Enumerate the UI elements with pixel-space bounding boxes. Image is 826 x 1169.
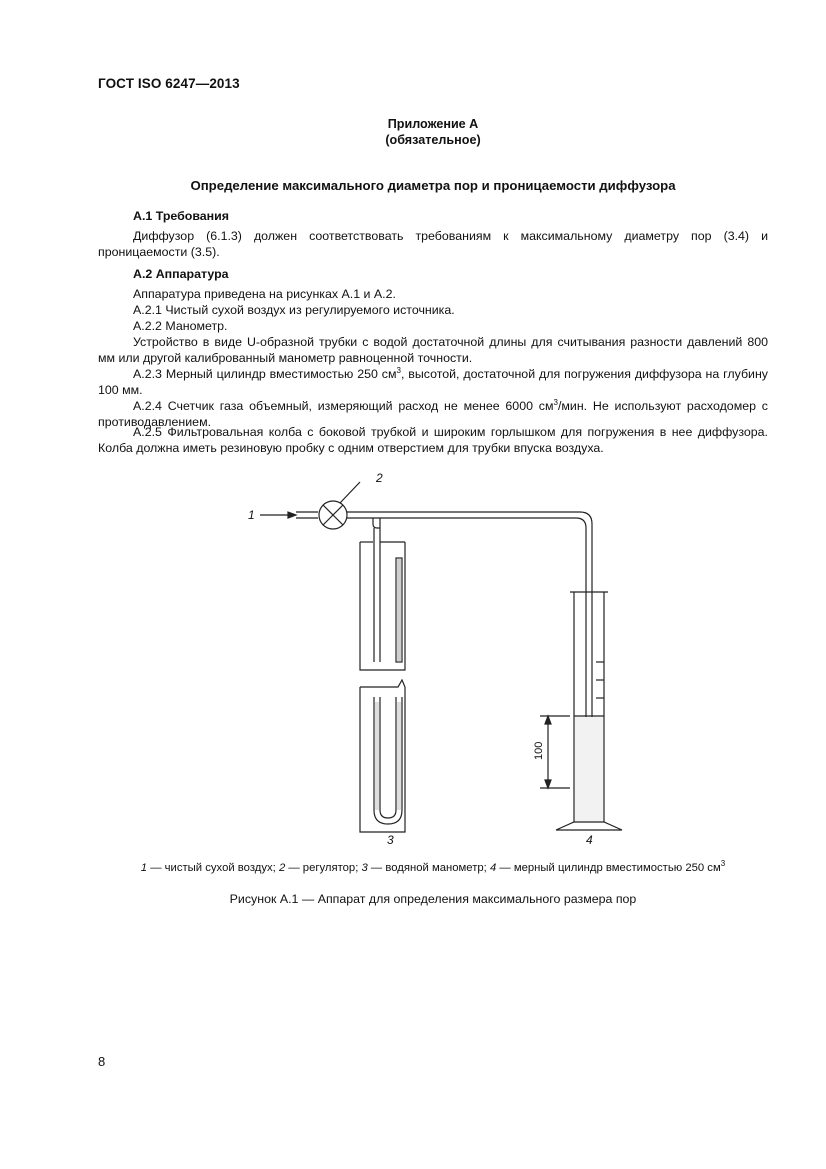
air-inlet-arrow-head: [288, 512, 296, 518]
a22-text: А.2.2 Манометр.: [133, 319, 228, 333]
a2-heading: А.2 Аппаратура: [133, 267, 229, 281]
label-3: 3: [387, 833, 394, 847]
a24-text-start: А.2.4 Счетчик газа объемный, измеряющий расход не менее 6000 см: [133, 399, 554, 413]
figure-legend: [98, 859, 768, 874]
a24-text-end: /мин. Не используют расходомер с противодавлением.: [98, 399, 768, 430]
a22-description: Устройство в виде U-образной трубки с водой достаточной длины для считывания разности давлений 800 мм или другой калиброванный манометр равноценной точности.: [98, 335, 768, 366]
a22-paragraph: [98, 334, 768, 366]
page-number: 8: [98, 1054, 106, 1069]
legend-n3: 3: [361, 862, 368, 874]
a23-text-start: А.2.3 Мерный цилиндр вместимостью 250 см: [133, 367, 397, 381]
figure-apparatus: [230, 462, 650, 857]
legend-n2: 2: [278, 862, 286, 874]
cylinder-base: [556, 822, 622, 830]
tube-bend-outer: [580, 512, 592, 524]
legend-t1: — чистый сухой воздух;: [147, 862, 279, 874]
legend-n1: 1: [140, 862, 148, 874]
a21-text: А.2.1 Чистый сухой воздух из регулируемого источника.: [133, 303, 455, 317]
label-2: 2: [376, 471, 383, 485]
dimension-label: 100: [533, 741, 545, 760]
a25-text: А.2.5 Фильтровальная колба с боковой трубкой и широким горлышком для погружения в нее диффузора. Колба должна иметь резиновую пробку с одним отверстием для трубки впуска воздуха.: [98, 425, 768, 456]
label-1: 1: [248, 508, 255, 522]
annex-status: (обязательное): [385, 133, 481, 147]
legend-t4: — мерный цилиндр вместимостью 250 см: [496, 862, 721, 874]
break-line: [360, 680, 405, 687]
annex-title: Приложение А: [387, 117, 479, 131]
a23-text-end: , высотой, достаточной для погружения диффузора на глубину 100 мм.: [98, 367, 769, 398]
document-header: ГОСТ ISO 6247—2013: [98, 76, 240, 91]
a23-superscript: 3: [396, 366, 401, 375]
a23-paragraph: [98, 366, 768, 398]
tube-bend-inner: [576, 518, 586, 528]
manometer-branch: [373, 518, 380, 528]
a24-superscript: 3: [553, 398, 558, 407]
a2-intro: Аппаратура приведена на рисунках А.1 и А.2.: [133, 287, 396, 301]
legend-t2: — регулятор;: [285, 862, 362, 874]
a25-paragraph: [98, 424, 768, 456]
a1-paragraph: [98, 228, 768, 260]
section-title: Определение максимального диаметра пор и проницаемости диффузора: [190, 178, 676, 193]
annex-heading: [98, 116, 768, 148]
legend-t3: — водяной манометр;: [367, 862, 490, 874]
leader-line-2: [340, 482, 360, 503]
dim-arrow-top: [545, 716, 551, 724]
water-fill: [375, 559, 603, 821]
a1-text: Диффузор (6.1.3) должен соответствовать требованиям к максимальному диаметру пор (3.4) и проницаемости (3.5).: [98, 229, 768, 260]
a1-heading: А.1 Требования: [133, 209, 230, 223]
legend-n4: 4: [489, 862, 497, 874]
u-tube-inner: [380, 697, 396, 818]
dim-arrow-bottom: [545, 780, 551, 788]
label-4: 4: [586, 833, 593, 847]
legend-sup: 3: [720, 859, 726, 868]
figure-caption: Рисунок А.1 — Аппарат для определения максимального размера пор: [229, 892, 637, 906]
